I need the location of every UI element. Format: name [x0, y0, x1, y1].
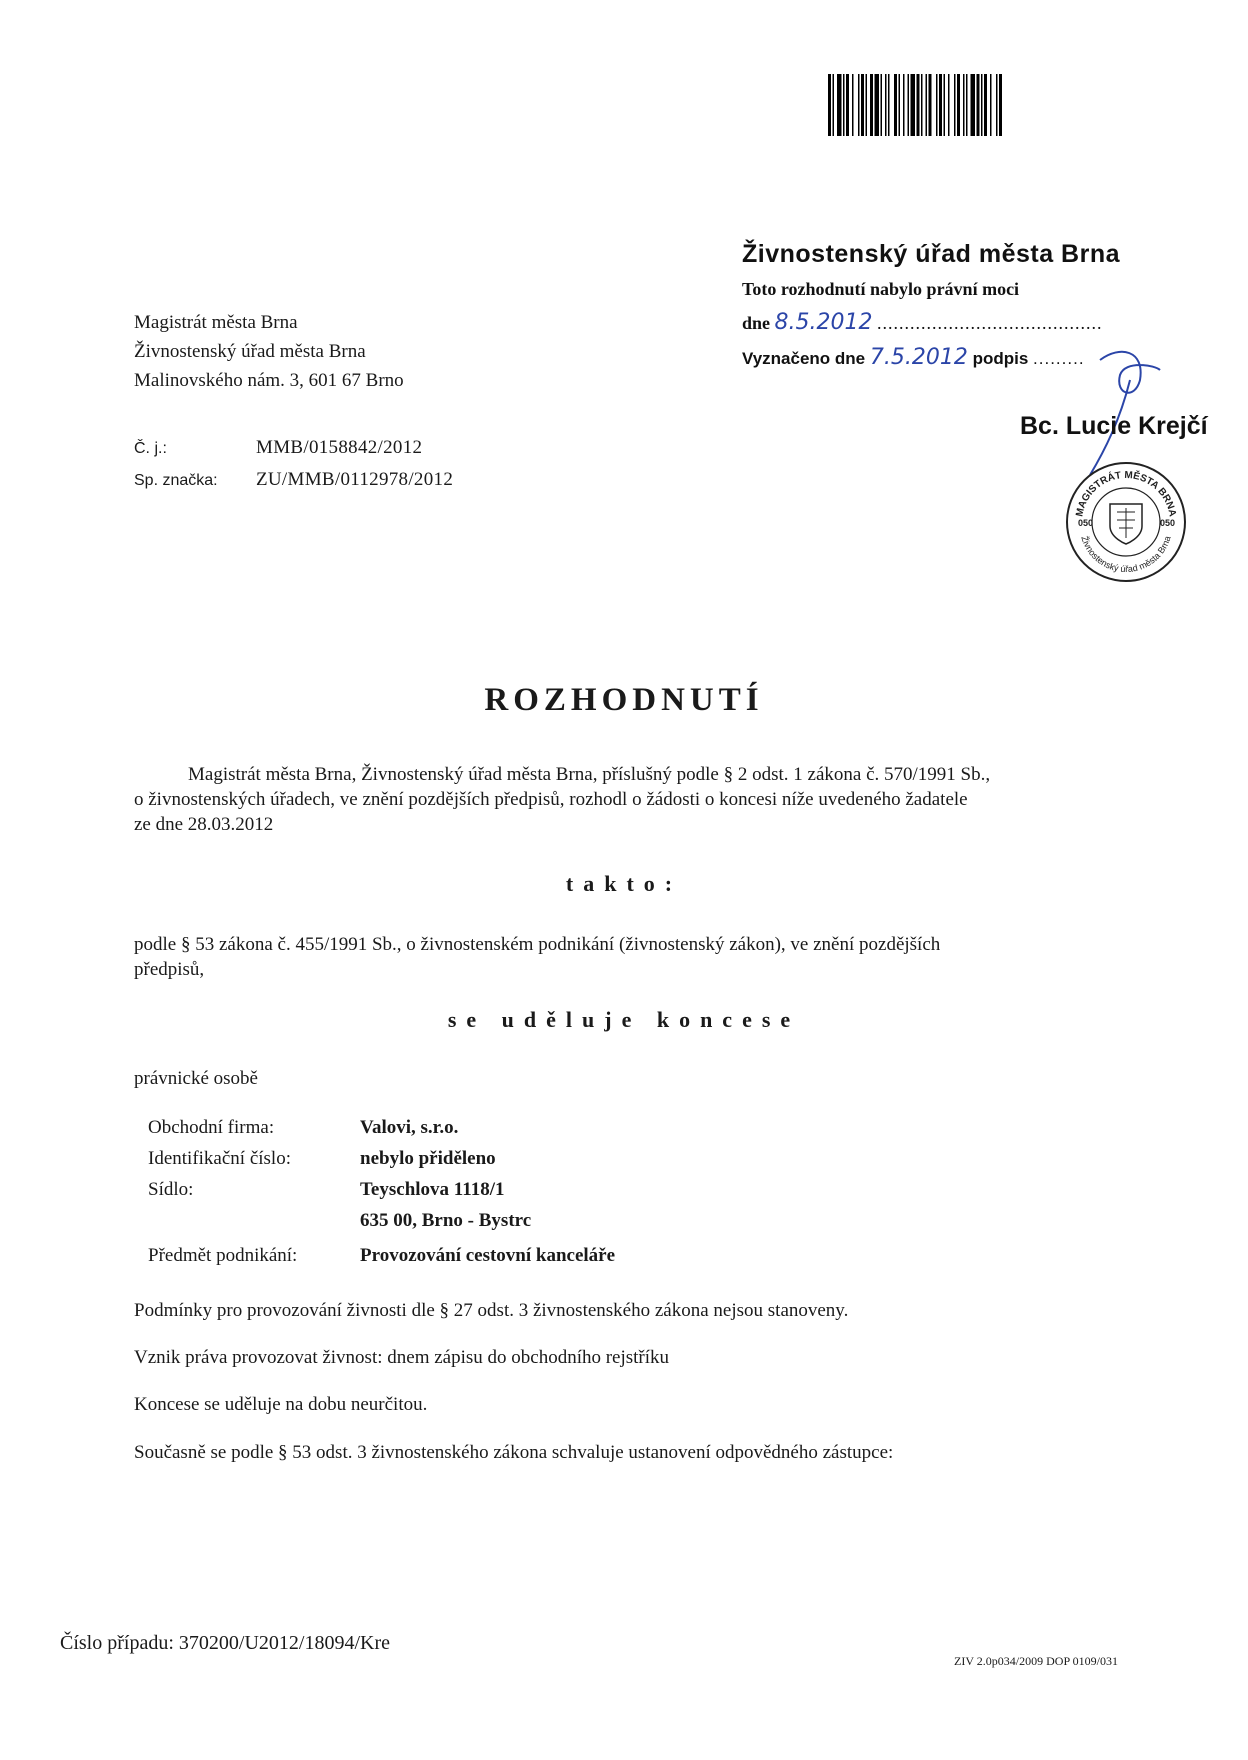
condition-line: Vznik práva provozovat živnost: dnem zápisu do obchodního rejstříku [134, 1347, 670, 1368]
legal-line: podle § 53 zákona č. 455/1991 Sb., o živnostenském podnikání (živnostenský zákon), ve znění pozdějších [134, 934, 941, 955]
stamp-posted-handwritten: 7.5.2012 [869, 345, 968, 370]
entity-type: právnické osobě [134, 1068, 258, 1089]
ref-sp-value: ZU/MMB/0112978/2012 [256, 469, 454, 490]
seat-value [360, 1174, 531, 1236]
subject-label: Předmět podnikání: [148, 1245, 298, 1266]
svg-text:Živnostenský úřad města Brna [1079, 535, 1172, 574]
sender-address [134, 308, 404, 395]
sender-line: Magistrát města Brna [134, 312, 298, 333]
intro-paragraph [134, 762, 1114, 837]
official-seal [1064, 460, 1188, 584]
form-code: ZIV 2.0p034/2009 DOP 0109/031 [954, 1654, 1119, 1668]
grant-heading: se uděluje koncese [447, 1007, 801, 1032]
applicant-details [148, 1112, 615, 1271]
detail-row [148, 1112, 615, 1143]
decision-heading: takto: [565, 871, 683, 896]
seal-text-bottom: Živnostenský úřad města Brna [1079, 534, 1173, 575]
intro-line: o živnostenských úřadech, ve znění pozdějších předpisů, rozhodl o žádosti o koncesi níže uvedeného žadatele [134, 789, 968, 810]
stamp-date-handwritten: 8.5.2012 [774, 310, 873, 335]
stamp-posted-label: Vyznačeno dne [742, 349, 866, 368]
id-label: Identifikační číslo: [148, 1148, 291, 1169]
seat-line: 635 00, Brno - Bystrc [360, 1210, 532, 1231]
ref-cj-value: MMB/0158842/2012 [256, 437, 423, 458]
ref-row-cj [134, 432, 453, 464]
sender-line: Živnostenský úřad města Brna [134, 341, 366, 362]
handwritten-signature [1060, 340, 1170, 480]
official-name: Bc. Lucie Krejčí [1020, 412, 1208, 440]
stamp-date-row [742, 310, 1162, 335]
detail-row [148, 1240, 615, 1271]
ref-row-sp [134, 464, 453, 496]
detail-row [148, 1174, 615, 1236]
id-value: nebylo přiděleno [360, 1148, 496, 1169]
ref-cj-label: Č. j.: [134, 440, 167, 457]
coat-of-arms-icon [1110, 504, 1142, 544]
dotted-line: ......... [1033, 349, 1085, 368]
condition-line: Podmínky pro provozování živnosti dle § 27 odst. 3 živnostenského zákona nejsou stanoveny. [134, 1300, 849, 1321]
subject-value: Provozování cestovní kanceláře [360, 1245, 616, 1266]
seat-label: Sídlo: [148, 1179, 194, 1200]
case-number: Číslo případu: 370200/U2012/18094/Kre [60, 1632, 390, 1654]
stamp-finality-text: Toto rozhodnutí nabylo právní moci [742, 279, 1020, 299]
seal-number-left: 050 [1078, 518, 1094, 528]
legal-basis [134, 932, 1114, 982]
stamp-date-label: dne [742, 313, 771, 333]
legal-line: předpisů, [134, 959, 205, 980]
barcode [828, 74, 1084, 136]
firm-label: Obchodní firma: [148, 1117, 275, 1138]
condition-line: Současně se podle § 53 odst. 3 živnostenského zákona schvaluje ustanovení odpovědného zástupce: [134, 1442, 894, 1463]
document-title: ROZHODNUTÍ [484, 682, 764, 718]
stamp-office: Živnostenský úřad města Brna [742, 240, 1121, 268]
reference-block [134, 432, 453, 496]
condition-line: Koncese se uděluje na dobu neurčitou. [134, 1394, 428, 1415]
seal-text-top: MAGISTRÁT MĚSTA BRNA [1074, 469, 1178, 518]
sender-line: Malinovského nám. 3, 601 67 Brno [134, 370, 404, 391]
intro-line: Magistrát města Brna, Živnostenský úřad města Brna, příslušný podle § 2 odst. 1 zákona č. 570/1991 Sb., [188, 764, 991, 785]
detail-row [148, 1143, 615, 1174]
seal-number-right: 050 [1160, 518, 1176, 528]
firm-value: Valovi, s.r.o. [360, 1117, 459, 1138]
stamp-signature-label: podpis [972, 349, 1029, 368]
dotted-line: ......................................... [876, 313, 1103, 333]
ref-sp-label: Sp. značka: [134, 472, 218, 489]
seat-line: Teyschlova 1118/1 [360, 1179, 505, 1200]
intro-line: ze dne 28.03.2012 [134, 814, 274, 835]
